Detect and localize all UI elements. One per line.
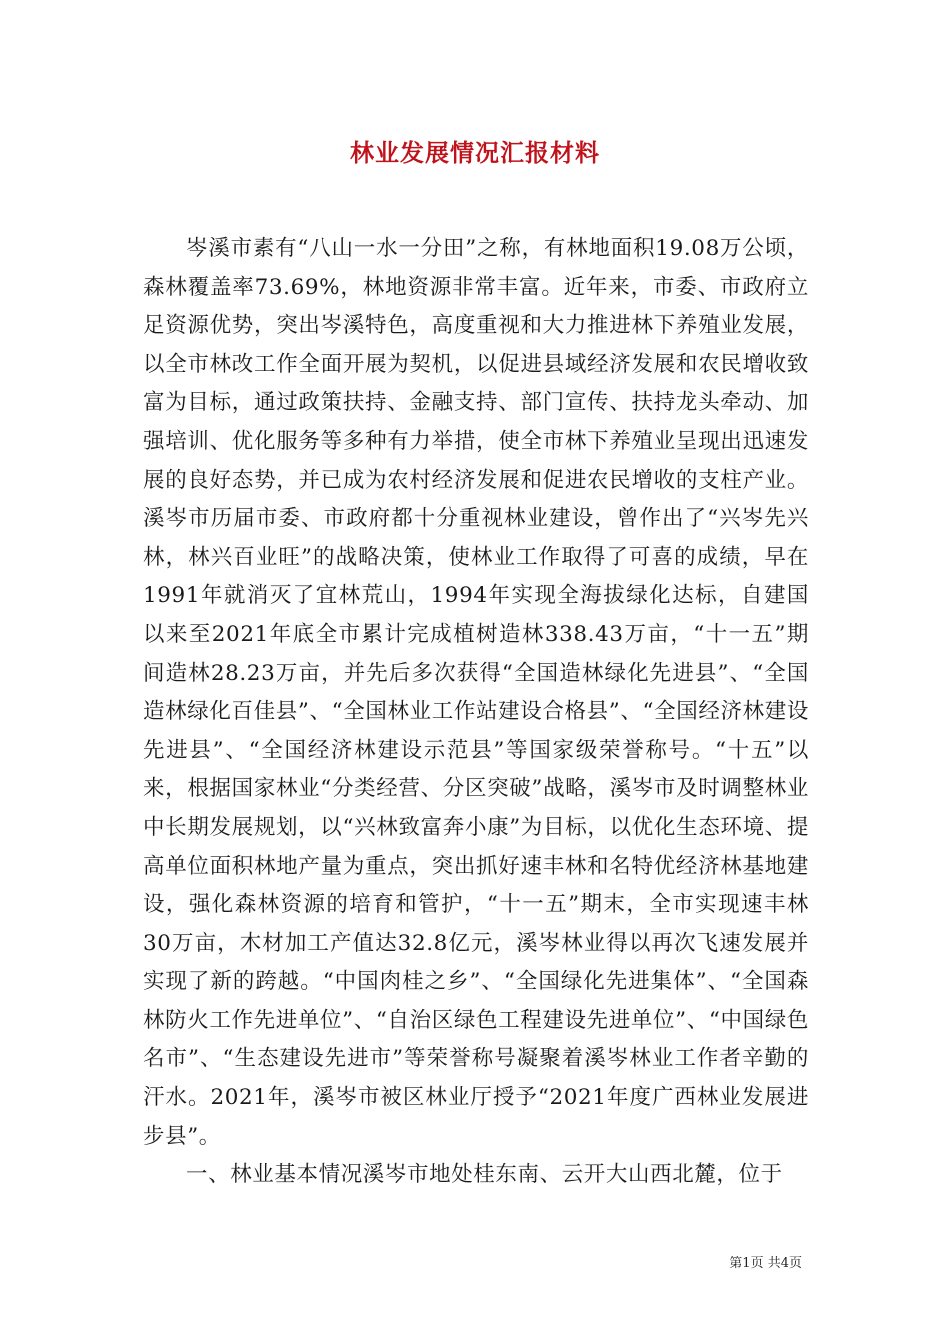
document-body	[143, 230, 809, 1195]
footer-prefix: 第	[729, 1256, 743, 1271]
page-number-footer	[729, 1252, 802, 1271]
footer-total-pages: 4	[780, 1256, 789, 1271]
footer-suffix: 页	[788, 1256, 802, 1271]
paragraph-section-one: 一、林业基本情况溪岑市地处桂东南、云开大山西北麓，位于	[186, 1162, 783, 1188]
footer-middle: 页 共	[750, 1256, 781, 1271]
page-title: 林业发展情况汇报材料	[350, 138, 600, 167]
paragraph-intro: 岑溪市素有“八山一水一分田”之称，有林地面积19.08万公顷，森林覆盖率73.69%，林地资源非常丰富。近年来，市委、市政府立足资源优势，突出岑溪特色，高度重视和大力推进林下养殖业发展，以全市林改工作全面开展为契机，以促进县域经济发展和农民增收致富为目标，通过政策扶持、金融支持、部门宣传、扶持龙头牵动、加强培训、优化服务等多种有力举措，使全市林下养殖业呈现出迅速发展的良好态势，并已成为农村经济发展和促进农民增收的支柱产业。溪岑市历届市委、市政府都十分重视林业建设，曾作出了“兴岑先兴林，林兴百业旺”的战略决策，使林业工作取得了可喜的成绩，早在1991年就消灭了宜林荒山，1994年实现全海拔绿化达标，自建国以来至2021年底全市累计完成植树造林338.43万亩，“十一五”期间造林28.23万亩，并先后多次获得“全国造林绿化先进县”、“全国造林绿化百佳县”、“全国林业工作站建设合格县”、“全国经济林建设先进县”、“全国经济林建设示范县”等国家级荣誉称号。“十五”以来，根据国家林业“分类经营、分区突破”战略，溪岑市及时调整林业中长期发展规划，以“兴林致富奔小康”为目标，以优化生态环境、提高单位面积林地产量为重点，突出抓好速丰林和名特优经济林基地建设，强化森林资源的培育和管护，“十一五”期末，全市实现速丰林30万亩，木材加工产值达32.8亿元，溪岑林业得以再次飞速发展并实现了新的跨越。“中国肉桂之乡”、“全国绿化先进集体”、“全国森林防火工作先进单位”、“自治区绿色工程建设先进单位”、“中国绿色名市”、“生态建设先进市”等荣誉称号凝聚着溪岑林业工作者辛勤的汗水。2021年，溪岑市被区林业厅授予“2021年度广西林业发展进步县”。	[143, 236, 809, 1149]
footer-current-page: 1	[742, 1256, 751, 1271]
